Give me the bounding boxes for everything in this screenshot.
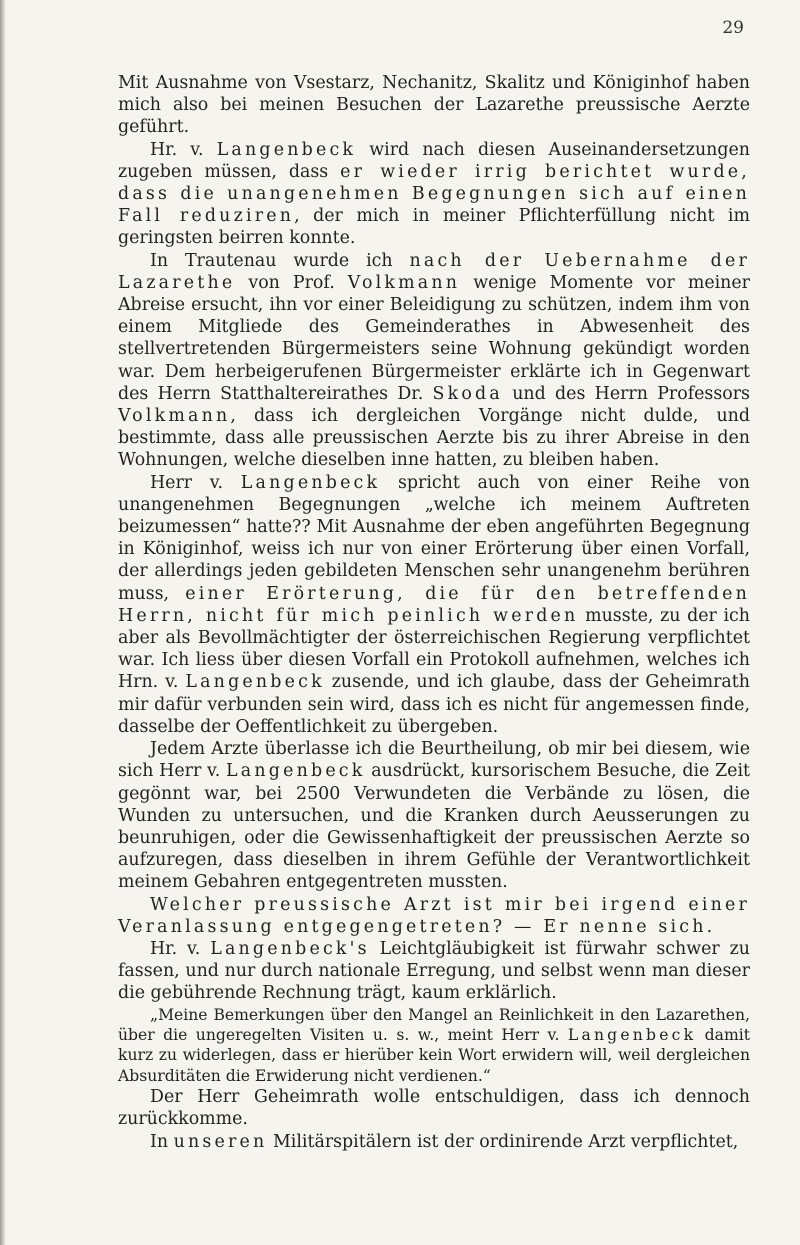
text-segment: Hr. v. bbox=[150, 938, 211, 959]
paragraph-p10 bbox=[118, 1131, 750, 1153]
page-number: 29 bbox=[722, 18, 744, 38]
text-segment: ausdrückt, kursorischem Besuche, die Zeit gegönnt war, bei 2500 Verwundeten die Verbände zu lösen, die Wunden zu untersuchen, und die Kranken durch Aeusserungen zu beunruhigen, oder die Gewissenhaftigkeit der preussischen Aerzte so aufzuregen, dass dieselben in ihrem Gefühle der Verantwortlichkeit meinem Gebahren entgegentreten mussten. bbox=[118, 761, 750, 893]
text-segment: musste, zu der ich aber als Bevollmächtigter der österreichischen Regierung verpflichtet war. Ich liess über diesen Vorfall ein Protokoll aufnehmen, welches ich Hrn. v. bbox=[118, 605, 750, 693]
spaced-text: Volkmann bbox=[347, 272, 461, 293]
spaced-text: Langenbeck bbox=[216, 139, 357, 160]
spaced-text: Langenbeck bbox=[226, 761, 366, 782]
spaced-text: Skoda bbox=[432, 383, 503, 404]
text-segment: Jedem Arzte überlasse ich die Beurtheilung, ob mir bei diesem, wie sich Herr v. bbox=[118, 739, 750, 782]
spaced-text: Langenbeck bbox=[240, 472, 381, 493]
body-text bbox=[118, 72, 750, 1153]
text-segment: Der Herr Geheimrath wolle entschuldigen, dass ich dennoch zurückkomme. bbox=[118, 1087, 750, 1130]
paragraph-p9 bbox=[118, 1086, 750, 1130]
text-segment: , der mich in meiner Pflichterfüllung nicht im geringsten beirren konnte. bbox=[118, 206, 750, 249]
spaced-text: Welcher preussische Arzt ist mir bei irgend einer Veranlassung entgegengetreten? — Er nenne sich. bbox=[118, 894, 750, 937]
paragraph-p3 bbox=[118, 250, 750, 472]
text-segment: Herr v. bbox=[150, 472, 241, 493]
paragraph-p8 bbox=[118, 1005, 750, 1087]
text-segment: Leichtgläubigkeit ist fürwahr schwer zu fassen, und nur durch nationale Erregung, und selbst wenn man dieser die gebührende Rechnung trägt, kaum erklärlich. bbox=[118, 938, 750, 1004]
paragraph-p2 bbox=[118, 139, 750, 250]
spaced-text: Langenbeck's bbox=[210, 938, 370, 959]
paragraph-p5 bbox=[118, 738, 750, 893]
spaced-text: er wieder irrig berichtet wurde, dass die unangenehmen Begegnungen sich auf einen Fall reduziren bbox=[118, 161, 751, 227]
text-segment: „Meine Bemerkungen über den Mangel an Reinlichkeit in den Lazarethen, über die ungeregelten Visiten u. s. w., meint Herr v. bbox=[118, 1005, 750, 1044]
text-segment: Mit Ausnahme von Vsestarz, Nechanitz, Skalitz und Königinhof haben mich also bei meinen Besuchen der Lazarethe preussische Aerzte geführt. bbox=[118, 73, 750, 138]
text-segment: wird nach diesen Auseinandersetzungen zugeben müssen, dass bbox=[118, 139, 750, 182]
paragraph-p1 bbox=[118, 72, 750, 139]
text-segment: , dass ich dergleichen Vorgänge nicht dulde, und bestimmte, dass alle preussischen Aerzte bis zu ihrer Abreise in den Wohnungen, welche dieselben inne hatten, zu bleiben haben. bbox=[118, 406, 750, 471]
spaced-text: unseren bbox=[173, 1131, 268, 1152]
spaced-text: Langenbeck bbox=[185, 672, 325, 693]
spaced-text: Volkmann bbox=[118, 406, 231, 427]
text-segment: wenige Momente vor meiner Abreise ersucht, ihn vor einer Beleidigung zu schützen, indem ihm von einem Mitgliede des Gemeinderathes in Abwesenheit des stellvertretenden Bürgermeisters seine Wohnung gekündigt worden war. Dem herbeigerufenen Bürgermeister erklärte ich in Gegenwart des Herrn Statthaltereirathes Dr. bbox=[118, 272, 750, 404]
spaced-text: Langenbeck bbox=[567, 1025, 697, 1044]
spaced-text: nach der Uebernahme der Lazarethe bbox=[118, 250, 750, 293]
text-segment: damit kurz zu widerlegen, dass er hierüber kein Wort erwidern will, weil dergleichen Absurditäten die Erwiderung nicht verdienen.“ bbox=[118, 1025, 750, 1085]
paragraph-p7 bbox=[118, 938, 750, 1005]
paragraph-p6 bbox=[118, 894, 750, 938]
text-segment: spricht auch von einer Reihe von unangenehmen Begegnungen „welche ich meinem Auftreten beizumessen“ hatte?? Mit Ausnahme der eben angeführten Begegnung in Königinhof, weiss ich nur von einer Erörterung über einen Vorfall, der allerdings jeden gebildeten Menschen sehr unangenehm berühren muss, bbox=[118, 472, 750, 604]
text-segment: und des Herrn Professors bbox=[502, 383, 750, 404]
text-segment: In Trautenau wurde ich bbox=[150, 250, 410, 271]
text-segment: Hr. v. bbox=[150, 139, 217, 160]
paragraph-p4 bbox=[118, 472, 750, 738]
text-segment: In bbox=[150, 1131, 174, 1152]
text-segment: Militärspitälern ist der ordinirende Arzt verpflichtet, bbox=[267, 1131, 739, 1152]
text-segment: zusende, und ich glaube, dass der Geheimrath mir dafür verbunden sein wird, dass ich es nicht für angemessen finde, dasselbe der Oeffentlichkeit zu übergeben. bbox=[118, 672, 750, 737]
page-edge-shadow bbox=[0, 0, 6, 1245]
spaced-text: einer Erörterung, die für den betreffenden Herrn, nicht für mich peinlich werden bbox=[118, 583, 750, 626]
text-segment: von Prof. bbox=[235, 272, 348, 293]
